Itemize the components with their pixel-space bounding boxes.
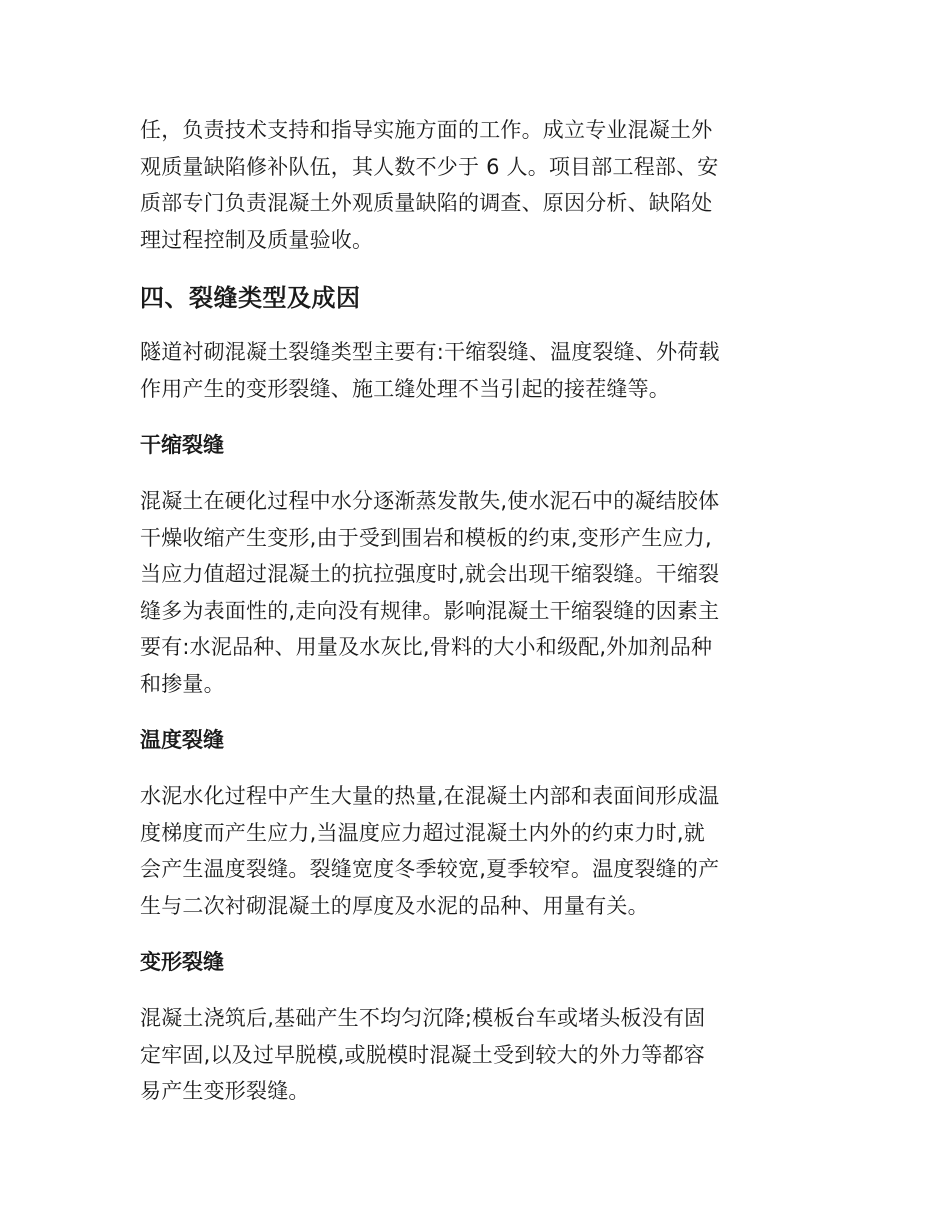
temperature-paragraph <box>140 778 812 924</box>
text-line: 度梯度而产生应力,当温度应力超过混凝土内外的约束力时,就 <box>140 820 705 845</box>
text-line: 生与二次衬砌混凝土的厚度及水泥的品种、用量有关。 <box>140 893 649 918</box>
intro-paragraph <box>140 112 812 258</box>
text-line: 混凝土浇筑后,基础产生不均匀沉降;模板台车或堵头板没有固 <box>140 1006 706 1030</box>
section-intro-paragraph <box>140 334 812 407</box>
text-line: 定牢固,以及过早脱模,或脱模时混凝土受到较大的外力等都容 <box>140 1042 705 1067</box>
text-line: 会产生温度裂缝。裂缝宽度冬季较宽,夏季较窄。温度裂缝的产 <box>140 857 720 881</box>
text-line: 理过程控制及质量验收。 <box>140 227 374 252</box>
subheading-dry-shrinkage: 干缩裂缝 <box>140 433 224 457</box>
subheading-deformation: 变形裂缝 <box>140 950 224 974</box>
text-line: 水泥水化过程中产生大量的热量,在混凝土内部和表面间形成温 <box>140 784 720 808</box>
text-line: 混凝土在硬化过程中水分逐渐蒸发散失,使水泥石中的凝结胶体 <box>140 489 720 513</box>
text-line: 干燥收缩产生变形,由于受到围岩和模板的约束,变形产生应力, <box>140 525 712 550</box>
document-page <box>140 112 812 1110</box>
text-line: 和掺量。 <box>140 671 225 696</box>
dry-shrinkage-paragraph <box>140 483 812 702</box>
section-heading: 四、裂缝类型及成因 <box>140 284 361 312</box>
text-line: 缝多为表面性的,走向没有规律。影响混凝土干缩裂缝的因素主 <box>140 598 720 623</box>
text-line: 任，负责技术支持和指导实施方面的工作。成立专业混凝土外 <box>140 118 713 142</box>
text-line: 观质量缺陷修补队伍，其人数不少于 6 人。项目部工程部、安 <box>140 154 719 179</box>
deformation-paragraph <box>140 1000 812 1110</box>
text-line: 当应力值超过混凝土的抗拉强度时,就会出现干缩裂缝。干缩裂 <box>140 562 720 586</box>
text-line: 作用产生的变形裂缝、施工缝处理不当引起的接茬缝等。 <box>140 376 670 401</box>
text-line: 易产生变形裂缝。 <box>140 1079 310 1103</box>
text-line: 质部专门负责混凝土外观质量缺陷的调查、原因分析、缺陷处 <box>140 191 713 215</box>
text-line: 要有:水泥品种、用量及水灰比,骨料的大小和级配,外加剂品种 <box>140 635 713 659</box>
text-line: 隧道衬砌混凝土裂缝类型主要有:干缩裂缝、温度裂缝、外荷载 <box>140 340 720 364</box>
subheading-temperature: 温度裂缝 <box>140 728 224 752</box>
